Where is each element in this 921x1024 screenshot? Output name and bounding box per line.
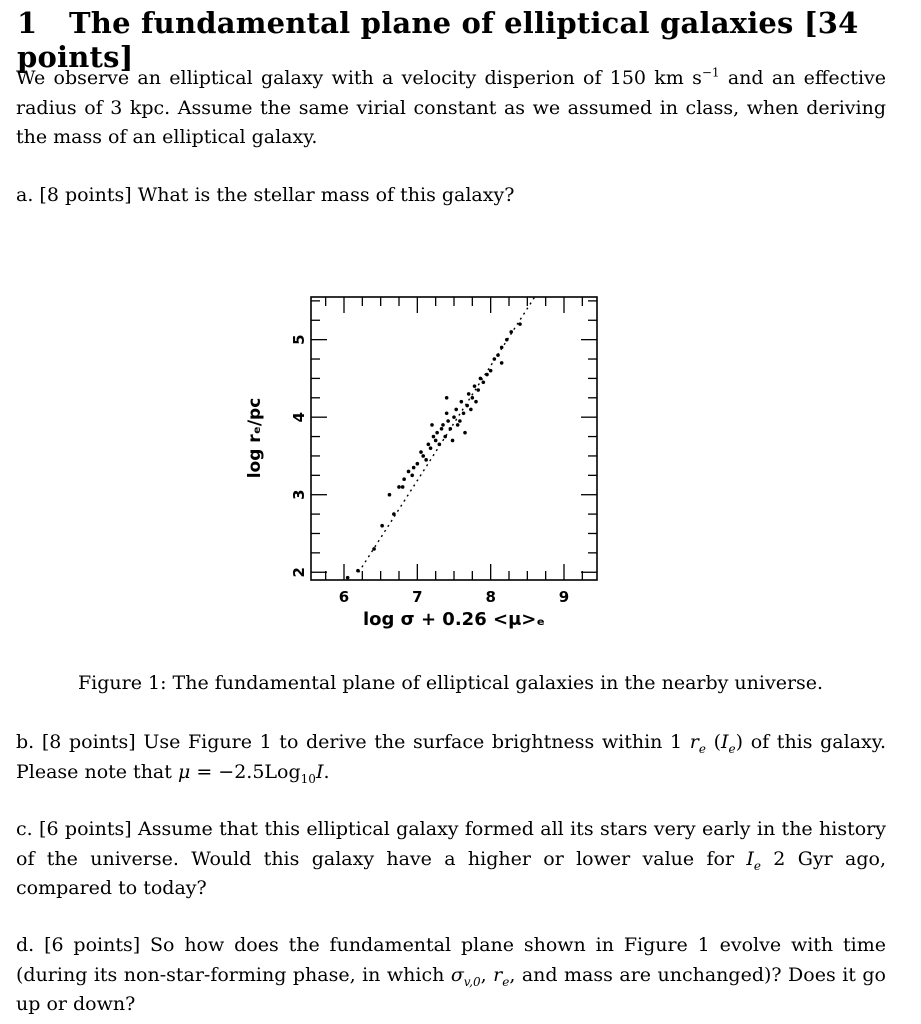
math-sub-e: e [698, 741, 706, 756]
data-point [493, 357, 497, 361]
data-point [476, 388, 480, 392]
y-tick-label: 5 [290, 334, 308, 345]
data-point [412, 466, 416, 470]
x-tick-label: 8 [485, 588, 496, 606]
question-d [16, 931, 886, 1020]
question-b-text-5: . [323, 760, 330, 783]
data-point [410, 474, 414, 478]
question-c-text-1: Assume that this elliptical galaxy formed all its stars very early in the history of the universe. Would this galaxy have a higher or lower value for [16, 818, 887, 870]
intro-text-1: We observe an elliptical galaxy with a velocity disperion of 150 km s [16, 67, 702, 89]
math-mu: μ [177, 760, 191, 783]
data-point [443, 435, 447, 439]
section-title: The fundamental plane of elliptical galaxies [34 points] [17, 6, 859, 74]
x-tick-label: 6 [338, 588, 350, 606]
question-d-text-3: , and mass are unchanged)? Does it go up or down? [16, 963, 886, 1015]
data-point [451, 439, 455, 443]
question-d-text-2: , [480, 963, 494, 986]
data-point [500, 346, 504, 350]
data-point [463, 431, 467, 435]
data-point [449, 427, 453, 431]
x-tick-label: 9 [558, 588, 570, 606]
math-sub-e: e [728, 741, 736, 756]
question-c-label: c. [6 points] [16, 818, 132, 840]
data-point [469, 408, 473, 412]
data-point [485, 373, 489, 377]
data-point [482, 380, 486, 384]
data-point [356, 569, 360, 573]
data-point [392, 512, 396, 516]
data-point [397, 485, 401, 489]
data-point [372, 547, 376, 551]
data-point [473, 384, 477, 388]
math-sub-e: e [753, 858, 761, 873]
y-tick-labels [290, 334, 308, 577]
math-r: r [493, 963, 503, 986]
data-point [427, 443, 431, 447]
x-tick-labels [339, 588, 569, 606]
data-point [421, 454, 425, 458]
scatter-points [346, 322, 522, 579]
data-point [496, 353, 500, 357]
data-point [454, 408, 458, 412]
data-point [432, 435, 436, 439]
problem-intro [16, 64, 886, 153]
data-point [429, 446, 433, 450]
data-point [419, 450, 423, 454]
y-tick-label: 4 [290, 411, 308, 423]
data-point [509, 330, 513, 334]
x-tick-label: 7 [412, 588, 423, 606]
plot-frame [311, 297, 597, 580]
intro-text-2: and an effective radius of 3 kpc. Assume the same virial constant as we assumed in class, when deriving the mass of an elliptical galaxy. [16, 67, 886, 148]
data-point [462, 412, 466, 416]
data-point [446, 419, 450, 423]
x-axis-label: log σ + 0.26 <μ>ₑ [362, 609, 546, 630]
data-point [489, 369, 493, 373]
data-point [452, 415, 456, 419]
section-number: 1 [17, 6, 38, 40]
math-i: I [746, 847, 754, 870]
data-point [471, 396, 475, 400]
axis-ticks [311, 297, 597, 580]
data-point [416, 462, 420, 466]
math-sub-e: e [502, 974, 510, 989]
data-point [430, 423, 434, 427]
data-point [479, 377, 483, 381]
data-point [380, 524, 384, 528]
data-point [407, 470, 411, 474]
y-tick-label: 3 [290, 489, 308, 500]
math-sigma: σ [450, 963, 464, 986]
question-b-label: b. [8 points] [16, 731, 136, 753]
data-point [440, 427, 444, 431]
data-point [460, 400, 464, 404]
fundamental-plane-chart [235, 288, 615, 638]
question-b-text-4: = −2.5Log [190, 760, 301, 783]
data-point [456, 423, 460, 427]
question-a-text: What is the stellar mass of this galaxy? [131, 184, 515, 206]
figure-caption: Figure 1: The fundamental plane of elliptical galaxies in the nearby universe. [78, 672, 824, 694]
y-axis-label: log rₑ/pc [245, 397, 265, 479]
math-r: r [689, 731, 699, 753]
data-point [467, 392, 471, 396]
data-point [505, 338, 509, 342]
question-d-text-1: So how does the fundamental plane shown in Figure 1 evolve with time (during its non-star-forming phase, in which [16, 934, 886, 986]
question-b [16, 728, 886, 787]
math-i: I [721, 731, 729, 753]
question-c [16, 815, 886, 904]
data-point [445, 396, 449, 400]
fit-line-path [359, 297, 535, 572]
data-point [441, 423, 445, 427]
data-point [424, 458, 428, 462]
data-point [435, 431, 439, 435]
question-b-text-2: ( [705, 731, 722, 753]
intro-exponent: −1 [701, 65, 720, 80]
data-point [402, 477, 406, 481]
question-c-text-2: 2 Gyr ago, compared to today? [16, 847, 887, 899]
math-i: I [315, 760, 324, 783]
question-a [16, 181, 886, 211]
data-point [388, 493, 392, 497]
data-point [500, 361, 504, 365]
data-point [474, 400, 478, 404]
data-point [438, 443, 442, 447]
data-point [434, 439, 438, 443]
data-point [346, 576, 350, 580]
math-sub-v0: v,0 [463, 974, 481, 989]
data-point [465, 404, 469, 408]
question-a-label: a. [8 points] [16, 184, 132, 206]
data-point [401, 485, 405, 489]
data-point [445, 412, 449, 416]
question-b-text-3: ) of this galaxy. Please note that [16, 731, 887, 783]
data-point [518, 322, 522, 326]
y-tick-label: 2 [290, 567, 308, 578]
question-d-label: d. [6 points] [16, 934, 141, 956]
fit-line [359, 297, 535, 572]
data-point [458, 419, 462, 423]
math-sub-10: 10 [300, 771, 316, 786]
question-b-text-1: Use Figure 1 to derive the surface brightness within 1 [135, 731, 690, 753]
